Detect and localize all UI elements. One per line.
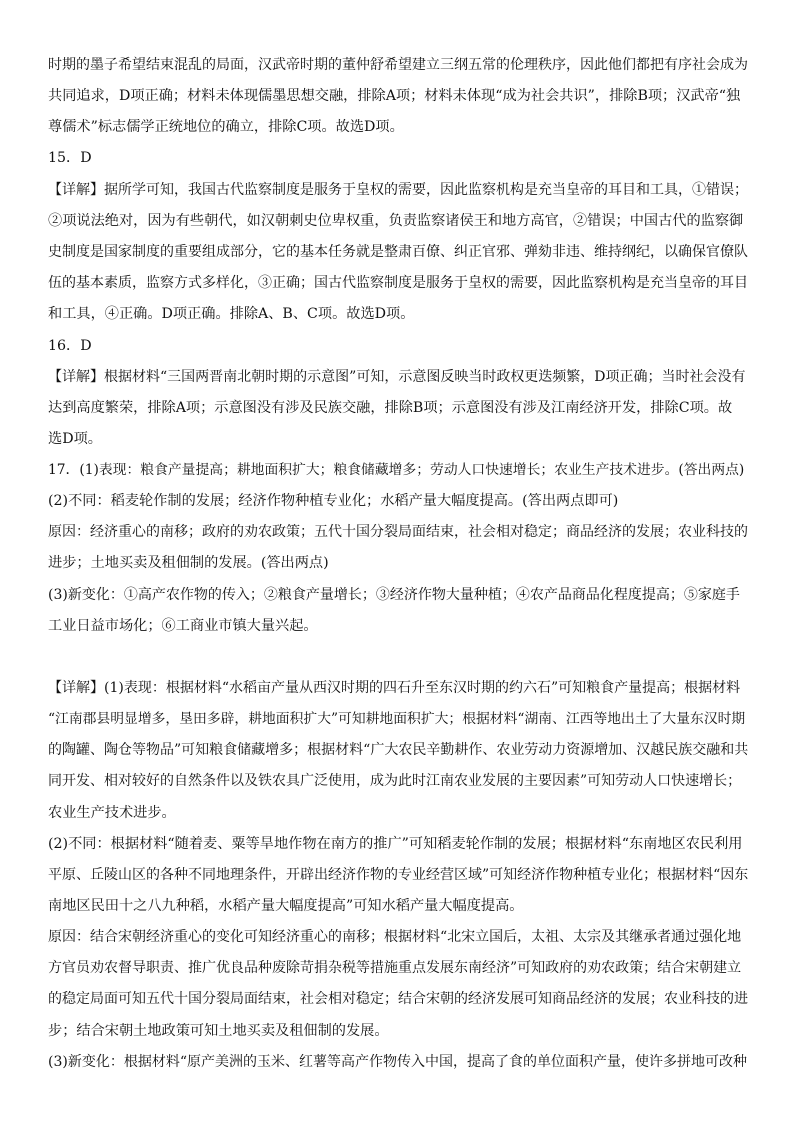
text-line: 原因：结合宋朝经济重心的变化可知经济重心的南移；根据材料“北宋立国后，太祖、太宗及其继承者通过强化地 [48, 929, 742, 945]
text-line: 步；结合宋朝土地政策可知土地买卖及租佃制的发展。 [48, 1023, 389, 1039]
text-line: 选D项。 [48, 431, 102, 447]
text-line: 的稳定局面可知五代十国分裂局面结束，社会相对稳定；结合宋朝的经济发展可知商品经济的发展；农业科技的进 [48, 991, 748, 1007]
text-line: 尊儒术”标志儒学正统地位的确立，排除C项。故选D项。 [48, 119, 404, 135]
text-line: 时期的墨子希望结束混乱的局面，汉武帝时期的董仲舒希望建立三纲五常的伦理秩序，因此他们都把有序社会成为 [48, 57, 748, 73]
question-number: 15．D [48, 150, 92, 166]
text-line: 工业日益市场化；⑥工商业市镇大量兴起。 [48, 618, 318, 634]
text-line: ②项说法绝对，因为有些朝代，如汉朝刺史位卑权重，负责监察诸侯王和地方高官，②错误；中国古代的监察御 [48, 213, 744, 229]
text-line: 和工具，④正确。D项正确。排除A、B、C项。故选D项。 [48, 306, 415, 322]
text-line: 的陶罐、陶仓等物品”可知粮食储藏增多；根据材料“广大农民辛勤耕作、农业劳动力资源增加、汉越民族交融和共 [48, 742, 748, 758]
question-number: 16．D [48, 338, 92, 354]
text-line: “江南郡县明显增多，垦田多辟，耕地面积扩大”可知耕地面积扩大；根据材料“湖南、江西等地出土了大量东汉时期 [48, 711, 746, 727]
text-line: 【详解】据所学可知，我国古代监察制度是服务于皇权的需要，因此监察机构是充当皇帝的耳目和工具，①错误； [48, 182, 748, 198]
text-line: 达到高度繁荣，排除A项；示意图没有涉及民族交融，排除B项；示意图没有涉及江南经济开发，排除C项。故 [48, 400, 733, 416]
text-line: (2)不同：根据材料“随着麦、粟等旱地作物在南方的推广”可知稻麦轮作制的发展；根据材料“东南地区农民利用 [48, 836, 743, 852]
text-line: 平原、丘陵山区的各种不同地理条件，开辟出经济作物的专业经营区域”可知经济作物种植专业化；根据材料“因东 [48, 867, 748, 883]
text-line: 共同追求，D项正确；材料未体现儒墨思想交融，排除A项；材料未体现“成为社会共识”，排除B项；汉武帝“独 [48, 88, 741, 104]
text-line: (2)不同：稻麦轮作制的发展；经济作物种植专业化；水稻产量大幅度提高。(答出两点即可) [48, 493, 619, 509]
text-line: 【详解】(1)表现：根据材料“水稻亩产量从西汉时期的四石升至东汉时期的约六石”可知粮食产量提高；根据材料 [48, 680, 741, 696]
text-line: (3)新变化：根据材料“原产美洲的玉米、红薯等高产作物传入中国，提高了食的单位面积产量，使许多拼地可改种 [48, 1054, 747, 1070]
text-line: 进步；土地买卖及租佃制的发展。(答出两点) [48, 555, 329, 571]
text-line: 伍的基本素质，监察方式多样化，③正确；国古代监察制度是服务于皇权的需要，因此监察机构是充当皇帝的耳目 [48, 275, 748, 291]
text-line: 农业生产技术进步。 [48, 805, 176, 821]
text-line: 原因：经济重心的南移；政府的劝农政策；五代十国分裂局面结束，社会相对稳定；商品经济的发展；农业科技的 [48, 524, 748, 540]
text-line: 【详解】根据材料“三国两晋南北朝时期的示意图”可知，示意图反映当时政权更迭频繁，D项正确；当时社会没有 [48, 369, 746, 385]
text-line: 史制度是国家制度的重要组成部分，它的基本任务就是整肃百僚、纠正官邪、弹劾非违、维持纲纪，以确保官僚队 [48, 244, 748, 260]
text-line: 17．(1)表现：粮食产量提高；耕地面积扩大；粮食储藏增多；劳动人口快速增长；农业生产技术进步。(答出两点) [48, 462, 745, 478]
text-line: 同开发、相对较好的自然条件以及铁农具广泛使用，成为此时江南农业发展的主要因素”可知劳动人口快速增长； [48, 773, 742, 789]
text-line: 南地区民田十之八九种稻，水稻产量大幅度提高”可知水稻产量大幅度提高。 [48, 898, 524, 914]
text-line: 方官员劝农督导职责、推广优良品种废除苛捐杂税等措施重点发展东南经济”可知政府的劝农政策；结合宋朝建立 [48, 960, 742, 976]
text-line: (3)新变化：①高产农作物的传入；②粮食产量增长；③经济作物大量种植；④农产品商品化程度提高；⑤家庭手 [48, 587, 740, 603]
